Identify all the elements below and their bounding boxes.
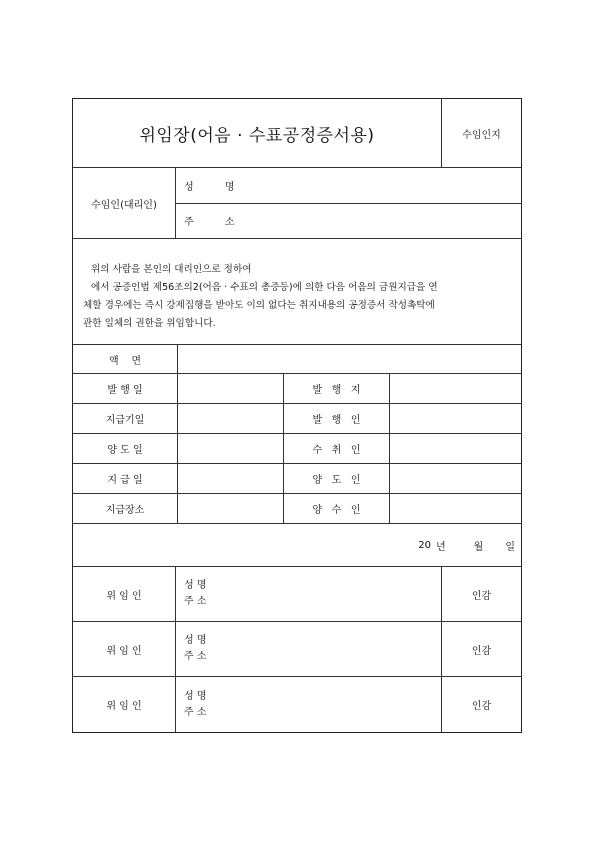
statement-line: 에서 공증인법 제56조의2(어음 · 수표의 총증등)에 의한 다음 어음의 금원지급을 연 <box>91 282 438 293</box>
delegator-address-label: 주 소 <box>184 706 207 718</box>
issue-date-field[interactable] <box>177 374 283 403</box>
title-row <box>73 99 521 168</box>
date-year-unit: 년 <box>435 541 446 553</box>
form-title: 위임장(어음 · 수표공정증서용) <box>139 125 375 146</box>
delegator-fields[interactable] <box>175 567 441 621</box>
detail-label: 양 도 일 <box>107 445 143 456</box>
delegator-label: 위 임 인 <box>106 645 142 657</box>
transferee-field[interactable] <box>389 494 521 523</box>
revenue-stamp-box: 수임인지 <box>441 99 521 167</box>
representative-fields <box>175 168 521 238</box>
note-detail-row <box>73 374 521 404</box>
power-of-attorney-form <box>72 98 522 733</box>
representative-row <box>73 168 521 239</box>
delegator-row <box>73 677 521 732</box>
date-day-unit: 일 <box>505 541 515 553</box>
note-detail-row <box>73 434 521 464</box>
detail-label: 양 수 인 <box>283 494 389 523</box>
detail-label: 지급장소 <box>105 505 145 516</box>
detail-label: 지 급 일 <box>107 475 143 486</box>
detail-label: 수 취 인 <box>283 434 389 463</box>
date-row <box>73 524 521 567</box>
amount-label: 액 면 <box>108 355 142 367</box>
detail-label: 지급기일 <box>105 415 145 426</box>
detail-label: 발 행 일 <box>107 385 143 396</box>
amount-field[interactable] <box>177 345 521 373</box>
delegator-seal-box[interactable]: 인감 <box>441 677 521 732</box>
statement-line: 위의 사람을 본인의 대리인으로 정하여 <box>91 264 252 275</box>
note-detail-row <box>73 404 521 434</box>
representative-address-field[interactable]: 주 소 <box>184 217 249 229</box>
payment-date-field[interactable] <box>177 464 283 493</box>
delegator-label: 위 임 인 <box>106 701 142 712</box>
note-detail-row <box>73 464 521 494</box>
delegator-name-label: 성 명 <box>184 690 207 702</box>
payee-field[interactable] <box>389 434 521 463</box>
delegator-name-label: 성 명 <box>184 580 207 591</box>
detail-label: 발 행 인 <box>283 404 389 433</box>
delegation-statement <box>73 239 521 345</box>
date-year: 20 <box>418 539 431 551</box>
payment-place-field[interactable] <box>177 494 283 523</box>
due-date-field[interactable] <box>177 404 283 433</box>
statement-line: 체할 경우에는 즉시 강제집행을 받아도 이의 없다는 취지내용의 공정증서 작성촉탁에 <box>83 300 435 311</box>
delegator-address-label: 주 소 <box>184 596 207 607</box>
statement-line: 관한 일체의 권한을 위임합니다. <box>83 318 216 329</box>
transfer-date-field[interactable] <box>177 434 283 463</box>
delegator-row <box>73 622 521 677</box>
detail-label: 양 도 인 <box>283 464 389 493</box>
issue-place-field[interactable] <box>389 374 521 403</box>
delegator-fields[interactable] <box>175 677 441 732</box>
amount-row <box>73 345 521 374</box>
detail-label: 발 행 지 <box>283 374 389 403</box>
representative-name-field[interactable]: 성 명 <box>176 168 521 204</box>
note-detail-row <box>73 494 521 524</box>
delegator-seal-box[interactable]: 인감 <box>441 567 521 621</box>
delegator-name-label: 성 명 <box>184 635 207 646</box>
issuer-field[interactable] <box>389 404 521 433</box>
transferor-field[interactable] <box>389 464 521 493</box>
delegator-seal-box[interactable]: 인감 <box>441 622 521 676</box>
delegator-address-label: 주 소 <box>184 651 207 662</box>
delegator-label: 위 임 인 <box>106 590 142 602</box>
representative-label: 수임인(대리인) <box>91 199 157 211</box>
delegator-fields[interactable] <box>175 622 441 676</box>
date-month-unit: 월 <box>473 541 484 553</box>
delegator-row <box>73 567 521 622</box>
